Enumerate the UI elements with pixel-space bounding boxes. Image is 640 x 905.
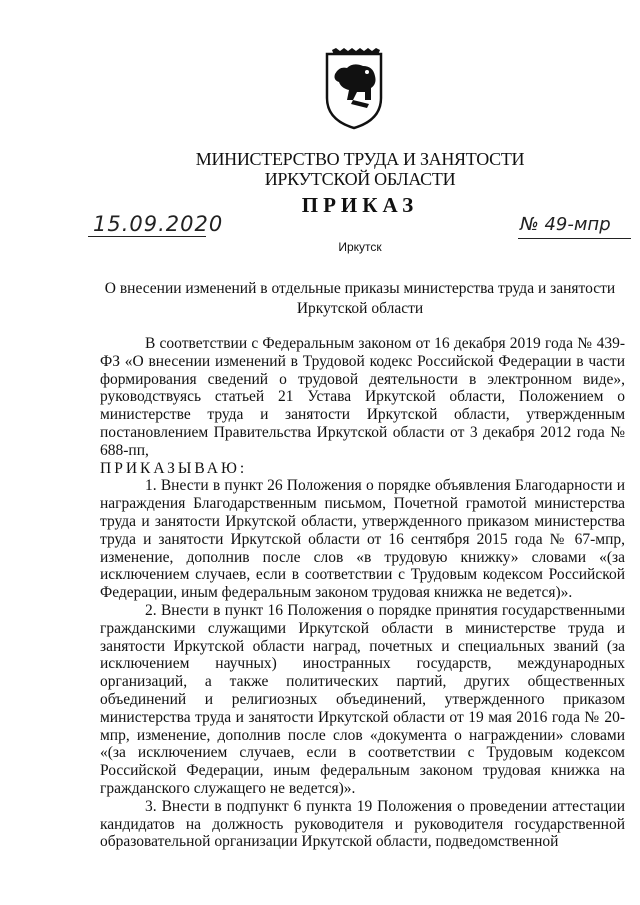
order-body — [100, 335, 625, 851]
order-number: № 49-мпр — [520, 214, 611, 235]
preamble-paragraph: В соответствии с Федеральным законом от 16 декабря 2019 года № 439-ФЗ «О внесении изменений в Трудовой кодекс Российской Федерации в части формирования сведений о трудовой деятельности в электронном виде», руководствуясь статьей 21 Устава Иркутской области, Положением о министерстве труда и занятости Иркутской области, утвержденным постановлением Правительства Иркутской области от 3 декабря 2012 года № 688-пп, — [100, 335, 625, 459]
order-item-3: 3. Внести в подпункт 6 пункта 19 Положения о проведении аттестации кандидатов на должность руководителя и руководителя государственной образовательной организации Иркутской области, подведомственной — [100, 797, 625, 851]
coat-of-arms-icon — [323, 48, 385, 132]
order-word: ПРИКАЗЫВАЮ: — [100, 459, 248, 477]
ministry-name-line2: ИРКУТСКОЙ ОБЛАСТИ — [264, 169, 456, 189]
city-name: Иркутск — [338, 240, 382, 254]
order-subject: О внесении изменений в отдельные приказы министерства труда и занятости Иркутской области — [104, 280, 616, 317]
order-date: 15.09.2020 — [93, 212, 224, 236]
number-underline — [518, 238, 631, 239]
document-type-title: ПРИКАЗ — [301, 193, 419, 217]
order-item-1: 1. Внести в пункт 26 Положения о порядке объявления Благодарности и награждения Благодарственным письмом, Почетной грамотой министерства труда и занятости Иркутской области, утвержденного приказом министерства труда и занятости Иркутской области от 16 сентября 2015 года № 67-мпр, изменение, дополнив после слов «в трудовую книжку» словами «(за исключением случаев, если в соответствии с Трудовым кодексом Российской Федерации, иным федеральным законом трудовая книжка не ведется)». — [100, 477, 625, 602]
date-underline — [88, 236, 206, 237]
order-item-2: 2. Внести в пункт 16 Положения о порядке принятия государственными гражданскими служащими Иркутской области в министерстве труда и занятости Иркутской области наград, почетных и специальных званий (за исключением научных) иностранных государств, международных организаций, а также политических партий, других общественных объединений и религиозных объединений, утвержденного приказом министерства труда и занятости Иркутской области от 19 мая 2016 года № 20-мпр, изменение, дополнив после слов «документа о награждении» словами «(за исключением случаев, если в соответствии с Трудовым кодексом Российской Федерации, иным федеральным законом трудовая книжка на гражданского служащего не ведется)». — [100, 601, 625, 797]
ministry-name-line1: МИНИСТЕРСТВО ТРУДА И ЗАНЯТОСТИ — [195, 149, 525, 169]
